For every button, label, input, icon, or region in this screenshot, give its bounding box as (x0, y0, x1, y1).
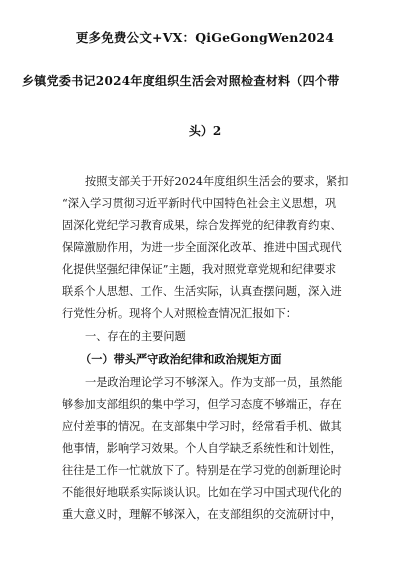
body-line: 不能很好地联系实际谈认识。比如在学习中国式现代化的 (62, 486, 342, 499)
body-line: 联系个人思想、工作、生活实际，认真查摆问题，深入进 (62, 285, 342, 298)
section-heading: 一、存在的主要问题 (85, 330, 186, 343)
body-line: 应付差事的情况。在支部集中学习时，经常看手机、做其 (62, 420, 342, 433)
document-title-line-2: 头）2 (188, 124, 222, 138)
body-line: 往往是工作一忙就放下了。特别是在学习党的创新理论时 (62, 464, 342, 477)
body-line: 他事情，影响学习效果。个人自学缺乏系统性和计划性， (62, 442, 342, 455)
document-title-line-1: 乡镇党委书记2024年度组织生活会对照检查材料（四个带 (22, 74, 340, 88)
body-line: 重大意义时，理解不够深入，在支部组织的交流研讨中， (62, 508, 342, 521)
body-line: 够参加支部组织的集中学习，但学习态度不够端正，存在 (62, 398, 342, 411)
promo-header: 更多免费公文+VX：QiGeGongWen2024 (75, 30, 335, 45)
subsection-heading: （一）带头严守政治纪律和政治规矩方面 (80, 352, 282, 366)
body-line: 化提供坚强纪律保证”主题，我对照党章党规和纪律要求 (62, 263, 337, 276)
body-line: 按照支部关于开好2024年度组织生活会的要求，紧扣 (85, 175, 349, 188)
body-line: 固深化党纪学习教育成果，综合发挥党的纪律教育约束、 (62, 219, 342, 232)
body-line: 保障激励作用，为进一步全面深化改革、推进中国式现代 (62, 241, 342, 254)
body-line: 一是政治理论学习不够深入。作为支部一员，虽然能 (85, 376, 343, 389)
body-line: 行党性分析。现将个人对照检查情况汇报如下： (62, 307, 297, 320)
body-line: “深入学习贯彻习近平新时代中国特色社会主义思想，巩 (62, 197, 337, 210)
